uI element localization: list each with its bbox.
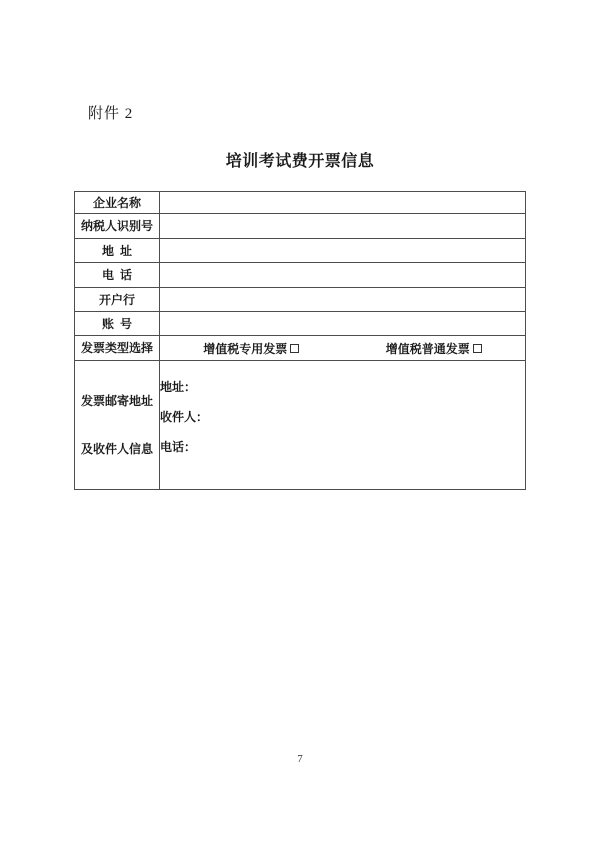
vat-general-checkbox[interactable] <box>473 344 482 353</box>
page-title-suffix: 费开票信息 <box>291 153 375 170</box>
mailing-info-label <box>75 361 160 490</box>
mailing-info-field[interactable] <box>160 361 526 490</box>
company-name-label: 企业名称 <box>75 192 160 214</box>
account-number-label: 账 号 <box>75 312 160 336</box>
account-number-field[interactable] <box>160 312 526 336</box>
table-row <box>75 312 526 336</box>
vat-special-checkbox[interactable] <box>290 344 299 353</box>
company-name-field[interactable] <box>160 192 526 214</box>
mailing-recipient-label: 收件人： <box>160 410 209 424</box>
table-row <box>75 336 526 361</box>
page-title-emphasis: 考试 <box>258 153 292 170</box>
invoice-info-table <box>74 191 526 490</box>
page-number: 7 <box>297 753 303 765</box>
address-label: 地 址 <box>75 239 160 263</box>
page-title <box>0 148 600 171</box>
invoice-option-vat-special[interactable] <box>160 340 343 357</box>
vat-special-label: 增值税专用发票 <box>203 341 288 356</box>
phone-label: 电 话 <box>75 263 160 288</box>
phone-field[interactable] <box>160 263 526 288</box>
table-row <box>75 361 526 490</box>
attachment-label: 附件 2 <box>88 106 134 122</box>
address-field[interactable] <box>160 239 526 263</box>
table-row <box>75 214 526 239</box>
table-row <box>75 288 526 312</box>
taxpayer-id-label: 纳税人识别号 <box>75 214 160 239</box>
table-row <box>75 263 526 288</box>
bank-field[interactable] <box>160 288 526 312</box>
bank-label: 开户行 <box>75 288 160 312</box>
vat-general-label: 增值税普通发票 <box>385 341 470 356</box>
invoice-type-label: 发票类型选择 <box>75 336 160 361</box>
mailing-info-label-line1: 发票邮寄地址 <box>80 394 153 408</box>
invoice-type-options <box>160 340 525 357</box>
mailing-address-label: 地址： <box>160 380 197 394</box>
mailing-phone-label: 电话： <box>160 440 197 454</box>
mailing-info-label-line2: 及收件人信息 <box>80 442 153 456</box>
page-title-prefix: 培训 <box>225 153 259 170</box>
invoice-option-vat-general[interactable] <box>343 340 526 357</box>
table-row <box>75 192 526 214</box>
table-row <box>75 239 526 263</box>
taxpayer-id-field[interactable] <box>160 214 526 239</box>
